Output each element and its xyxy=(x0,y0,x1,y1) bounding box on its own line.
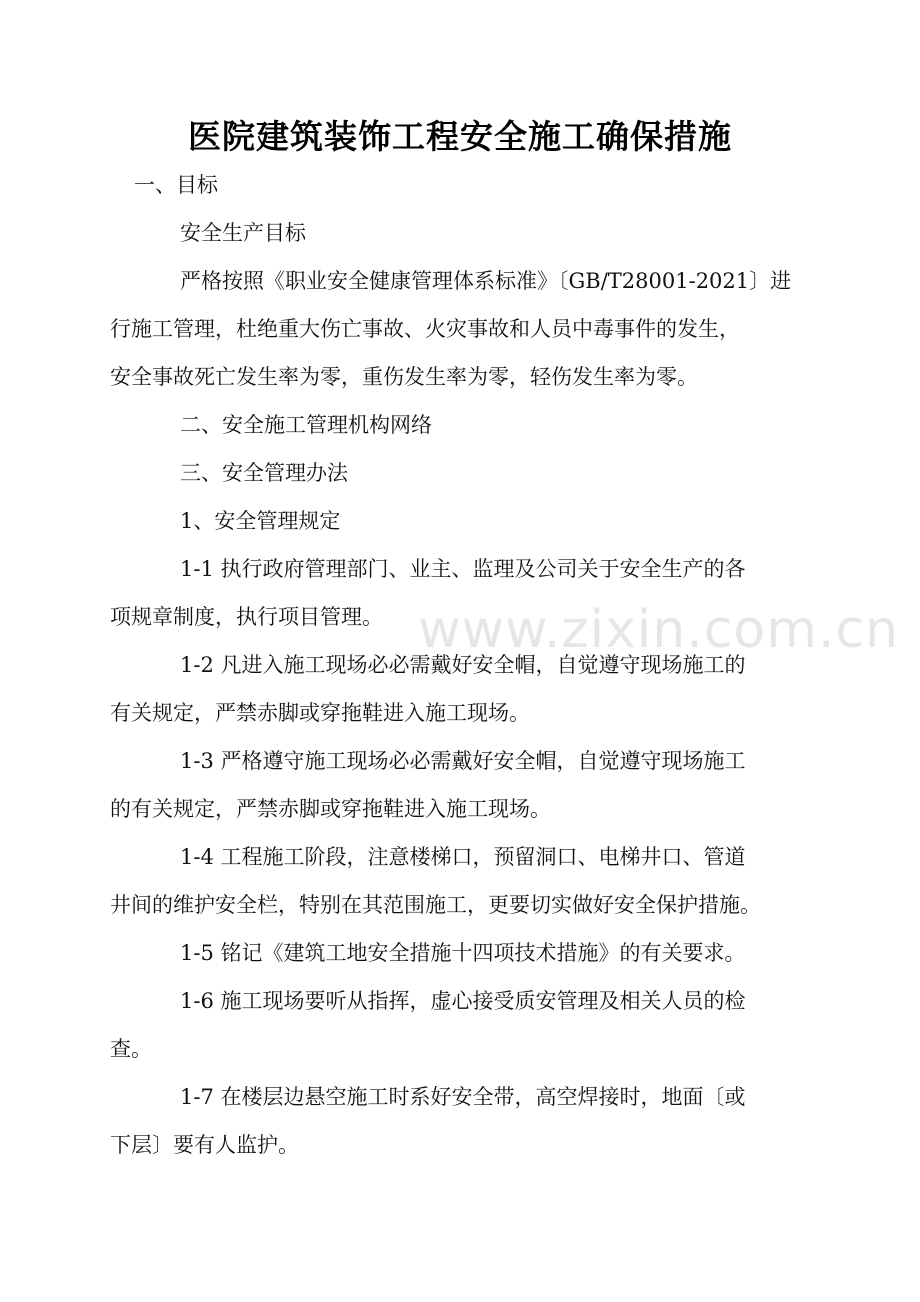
clause-1-1-line: 项规章制度，执行项目管理。 xyxy=(110,605,383,629)
clause-1-3-line: 的有关规定，严禁赤脚或穿拖鞋进入施工现场。 xyxy=(110,797,551,821)
subheading-regulations: 1、安全管理规定 xyxy=(180,509,341,533)
clause-1-6-line: 1-6 施工现场要听从指挥，虚心接受质安管理及相关人员的检 xyxy=(180,989,746,1013)
clause-1-7-line: 1-7 在楼层边悬空施工时系好安全带，高空焊接时，地面〔或 xyxy=(180,1085,746,1109)
clause-1-3-line: 1-3 严格遵守施工现场必必需戴好安全帽，自觉遵守现场施工 xyxy=(180,749,746,773)
subheading-safety-goal: 安全生产目标 xyxy=(180,221,306,245)
clause-1-2-line: 1-2 凡进入施工现场必必需戴好安全帽，自觉遵守现场施工的 xyxy=(180,653,746,677)
section-heading-organization: 二、安全施工管理机构网络 xyxy=(180,413,432,437)
paragraph-line: 严格按照《职业安全健康管理体系标准》〔GB/T28001-2021〕进 xyxy=(180,269,792,293)
clause-1-5-line: 1-5 铭记《建筑工地安全措施十四项技术措施》的有关要求。 xyxy=(180,941,746,965)
paragraph-line: 行施工管理，杜绝重大伤亡事故、火灾事故和人员中毒事件的发生， xyxy=(110,317,740,341)
clause-1-4-line: 1-4 工程施工阶段，注意楼梯口，预留洞口、电梯井口、管道 xyxy=(180,845,746,869)
watermark: www.zixin.com.cn xyxy=(418,600,899,660)
clause-1-2-line: 有关规定，严禁赤脚或穿拖鞋进入施工现场。 xyxy=(110,701,530,725)
document-title: 医院建筑装饰工程安全施工确保措施 xyxy=(188,117,732,156)
section-heading-methods: 三、安全管理办法 xyxy=(180,461,348,485)
clause-1-4-line: 井间的维护安全栏，特别在其范围施工，更要切实做好安全保护措施。 xyxy=(110,893,761,917)
paragraph-line: 安全事故死亡发生率为零，重伤发生率为零，轻伤发生率为零。 xyxy=(110,365,698,389)
section-heading-goal: 一、目标 xyxy=(134,173,218,197)
clause-1-6-line: 查。 xyxy=(110,1037,152,1061)
clause-1-1-line: 1-1 执行政府管理部门、业主、监理及公司关于安全生产的各 xyxy=(180,557,746,581)
clause-1-7-line: 下层〕要有人监护。 xyxy=(110,1133,299,1157)
